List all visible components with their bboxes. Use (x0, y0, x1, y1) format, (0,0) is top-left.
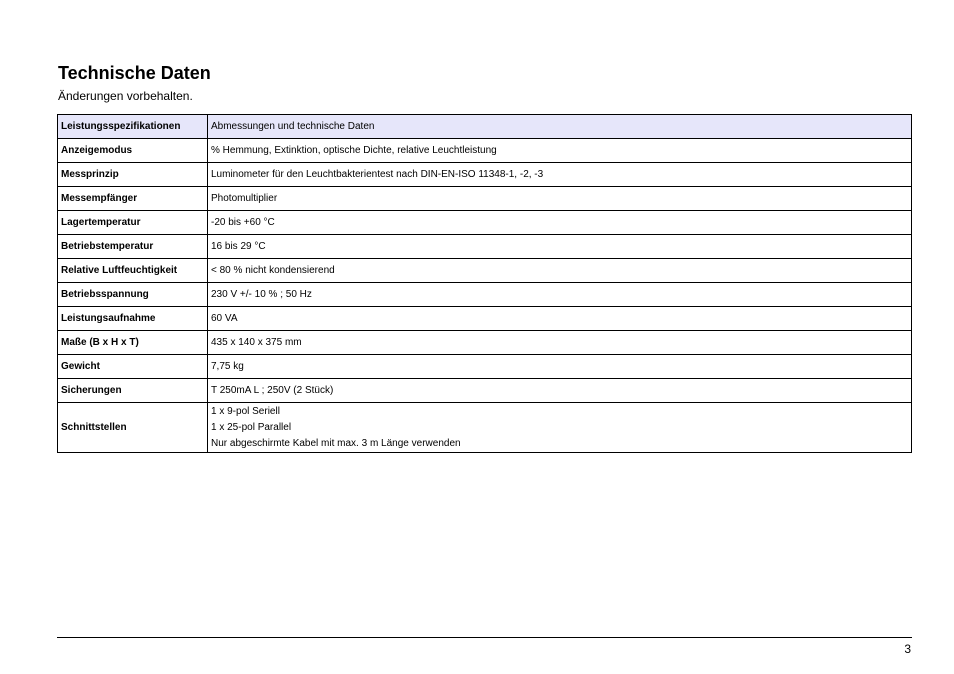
table-row (58, 403, 912, 453)
page-subtitle: Änderungen vorbehalten. (58, 89, 193, 103)
spec-key: Sicherungen (58, 379, 208, 403)
spec-key: Maße (B x H x T) (58, 331, 208, 355)
table-row (58, 139, 912, 163)
spec-value: 435 x 140 x 375 mm (208, 331, 912, 355)
spec-value: 230 V +/- 10 % ; 50 Hz (208, 283, 912, 307)
spec-value: Luminometer für den Leuchtbakterientest nach DIN-EN-ISO 11348-1, -2, -3 (208, 163, 912, 187)
interface-note: Nur abgeschirmte Kabel mit max. 3 m Länge verwenden (211, 437, 461, 449)
table-row (58, 355, 912, 379)
spec-key: Lagertemperatur (58, 211, 208, 235)
spec-value: 7,75 kg (208, 355, 912, 379)
spec-key: Relative Luftfeuchtigkeit (58, 259, 208, 283)
spec-value: Photomultiplier (208, 187, 912, 211)
spec-value: < 80 % nicht kondensierend (208, 259, 912, 283)
table-row (58, 283, 912, 307)
page-title: Technische Daten (58, 63, 211, 83)
spec-key: Messprinzip (58, 163, 208, 187)
table-row (58, 163, 912, 187)
spec-key: Messempfänger (58, 187, 208, 211)
spec-key: Betriebstemperatur (58, 235, 208, 259)
table-header-value: Abmessungen und technische Daten (208, 115, 912, 139)
table-row (58, 235, 912, 259)
table-row (58, 211, 912, 235)
spec-key: Anzeigemodus (58, 139, 208, 163)
spec-table (57, 114, 912, 453)
table-header-key: Leistungsspezifikationen (58, 115, 208, 139)
table-row (58, 307, 912, 331)
table-row (58, 259, 912, 283)
spec-value: 60 VA (208, 307, 912, 331)
page-number: 3 (904, 642, 911, 656)
table-row (58, 187, 912, 211)
spec-value: % Hemmung, Extinktion, optische Dichte, relative Leuchtleistung (208, 139, 912, 163)
spec-value (208, 403, 912, 453)
spec-key: Leistungsaufnahme (58, 307, 208, 331)
spec-key: Gewicht (58, 355, 208, 379)
interface-line: 1 x 9-pol Seriell (211, 405, 280, 417)
footer-rule (57, 637, 912, 638)
spec-value: T 250mA L ; 250V (2 Stück) (208, 379, 912, 403)
table-header-row (58, 115, 912, 139)
interface-line: 1 x 25-pol Parallel (211, 421, 292, 433)
spec-key: Schnittstellen (58, 403, 208, 453)
table-row (58, 379, 912, 403)
spec-key: Betriebsspannung (58, 283, 208, 307)
spec-value: 16 bis 29 °C (208, 235, 912, 259)
table-row (58, 331, 912, 355)
spec-value: -20 bis +60 °C (208, 211, 912, 235)
